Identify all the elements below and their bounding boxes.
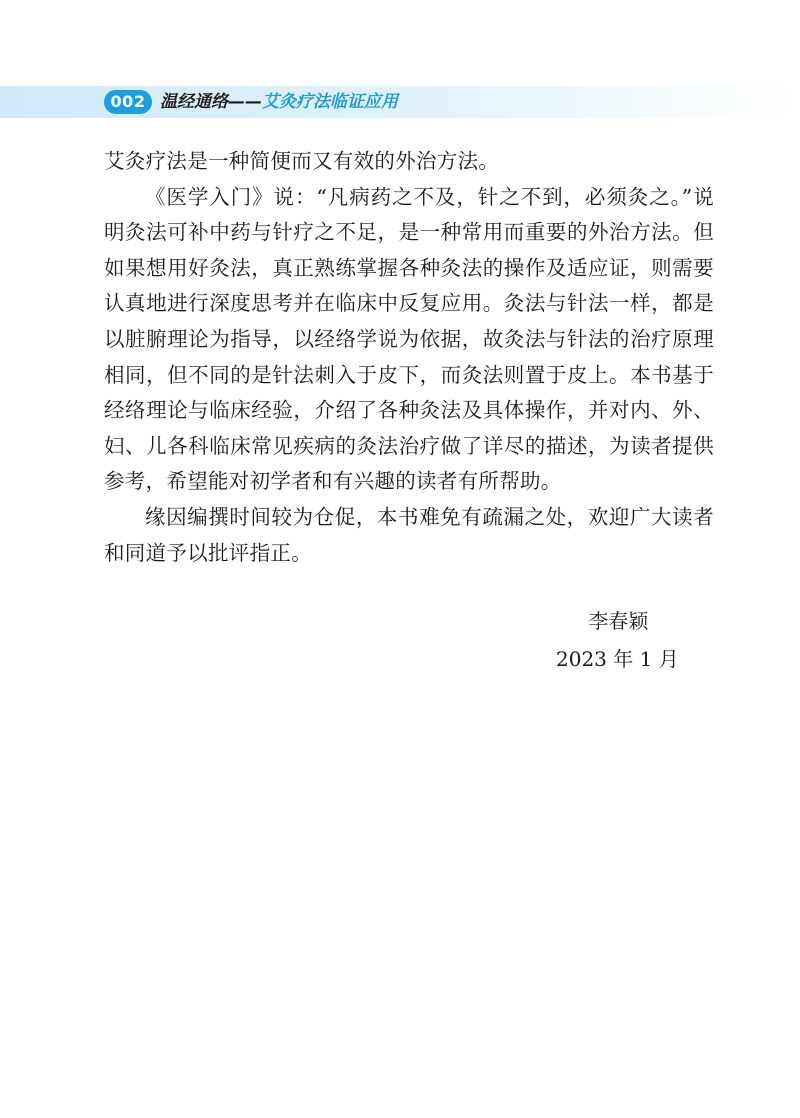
author-name: 李春颖 [588,609,649,633]
page-number-badge: 002 [104,90,152,114]
signature-block [556,604,679,676]
signature-date: 2023 年 1 月 [556,647,679,671]
paragraph-2: 《医学入门》说：“凡病药之不及，针之不到，必须灸之。”说明灸法可补中药与针疗之不足，是一种常用而重要的外治方法。但如果想用好灸法，真正熟练掌握各种灸法的操作及适应证，则需要认真地进行深度思考并在临床中反复应用。灸法与针法一样，都是以脏腑理论为指导，以经络学说为依据，故灸法与针法的治疗原理相同，但不同的是针法刺入于皮下，而灸法则置于皮上。本书基于经络理论与临床经验，介绍了各种灸法及具体操作，并对内、外、妇、儿各科临床常见疾病的灸法治疗做了详尽的描述，为读者提供参考，希望能对初学者和有兴趣的读者有所帮助。 [104,184,714,494]
series-title: 温经通络 [160,92,228,112]
body-text [104,144,714,571]
title-dash: —— [228,92,262,112]
paragraph-1: 艾灸疗法是一种简便而又有效的外治方法。 [104,149,500,173]
book-title: 艾灸疗法临证应用 [262,92,398,112]
paragraph-3: 缘因编撰时间较为仓促，本书难免有疏漏之处，欢迎广大读者和同道予以批评指正。 [104,504,714,565]
running-title [160,90,398,114]
